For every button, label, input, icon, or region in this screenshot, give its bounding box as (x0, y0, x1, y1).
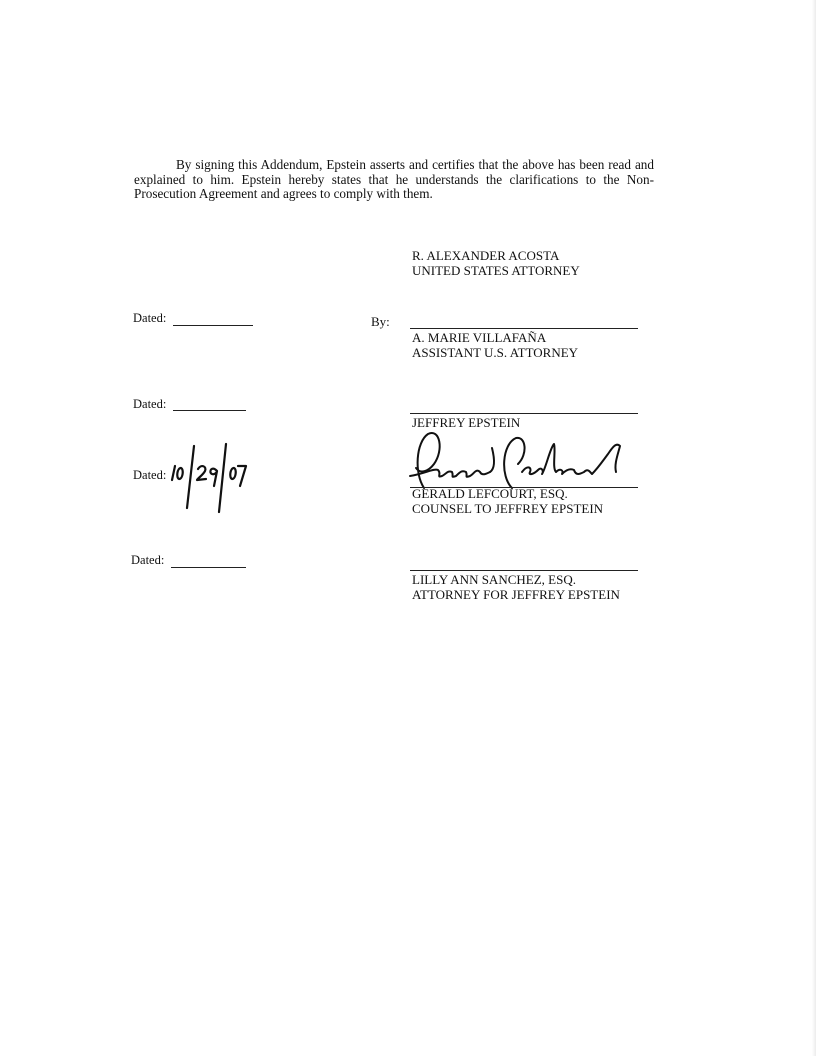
signatory-name-1: A. MARIE VILLAFAÑA (412, 330, 547, 345)
date-line-2 (173, 410, 246, 411)
signatory-name-2: JEFFREY EPSTEIN (412, 415, 521, 430)
signatory-title-3: COUNSEL TO JEFFREY EPSTEIN (412, 501, 604, 516)
certification-paragraph: By signing this Addendum, Epstein asserts and certifies that the above has been read and explained to him. Epstein hereby states that he understands the clarifications to the Non-Prosecution Agreement and agrees to comply with them. (134, 157, 654, 201)
date-line-4 (171, 567, 246, 568)
signature-line-1 (410, 328, 638, 329)
signatory-block-3 (412, 486, 603, 516)
signature-line-2 (410, 413, 638, 414)
signature-line-4 (410, 570, 638, 571)
by-label: By: (371, 314, 390, 329)
us-attorney-block (412, 248, 580, 278)
dated-label-2: Dated: (133, 397, 167, 411)
signatory-name-4: LILLY ANN SANCHEZ, ESQ. (412, 572, 576, 587)
signatory-name-3: GERALD LEFCOURT, ESQ. (412, 486, 568, 501)
dated-label-1: Dated: (133, 311, 167, 325)
dated-label-4: Dated: (131, 553, 165, 567)
date-line-1 (173, 325, 253, 326)
signatory-title-1: ASSISTANT U.S. ATTORNEY (412, 345, 579, 360)
signatory-block-1 (412, 330, 578, 360)
us-attorney-title: UNITED STATES ATTORNEY (412, 263, 580, 278)
signatory-block-4 (412, 572, 620, 602)
signatory-title-4: ATTORNEY FOR JEFFREY EPSTEIN (412, 587, 620, 602)
scan-edge (812, 0, 816, 1056)
handwritten-date (168, 440, 254, 516)
us-attorney-name: R. ALEXANDER ACOSTA (412, 248, 560, 263)
dated-label-3: Dated: (133, 468, 167, 482)
